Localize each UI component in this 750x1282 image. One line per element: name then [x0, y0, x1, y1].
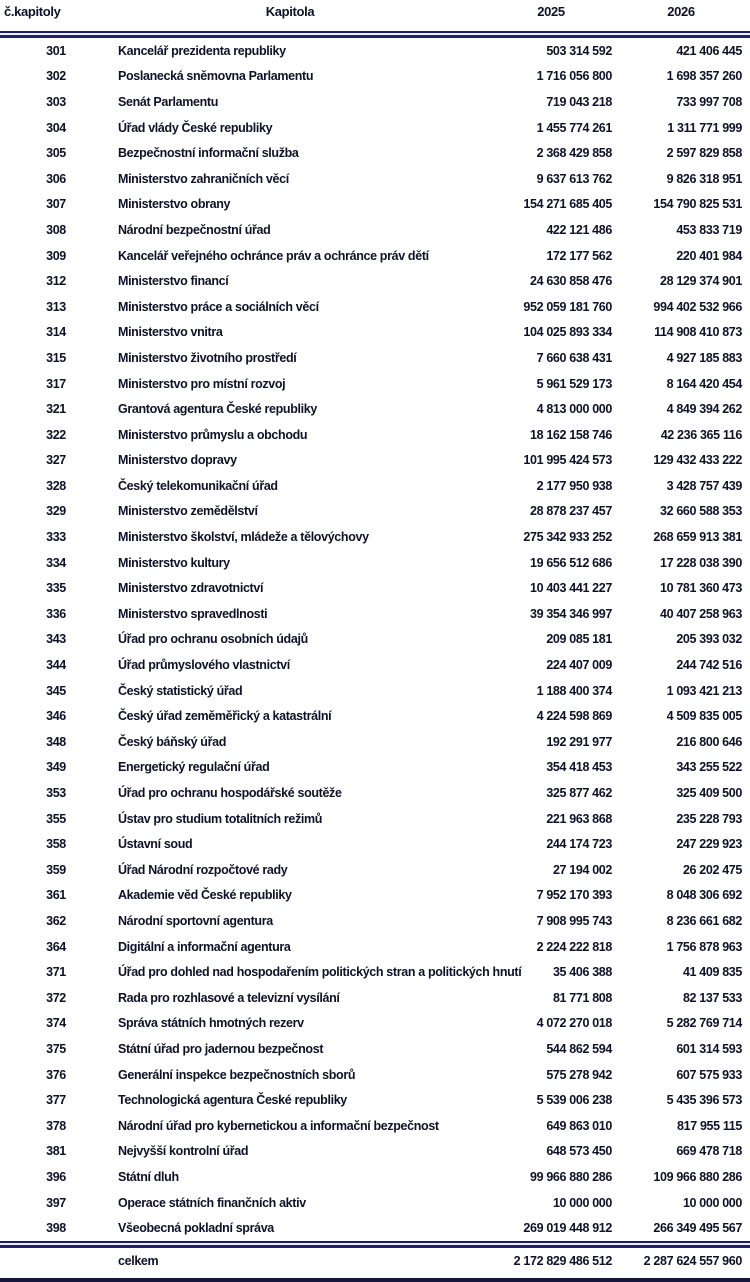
chapter-name-cell: Technologická agentura České republiky: [118, 1093, 347, 1108]
chapter-number-cell: 397: [46, 1195, 66, 1210]
value-2026-cell: 220 401 984: [676, 248, 742, 263]
chapter-name-cell: Ministerstvo kultury: [118, 555, 230, 570]
value-2025-cell: 422 121 486: [546, 222, 612, 237]
value-2026-cell: 26 202 475: [682, 862, 742, 877]
chapter-number-cell: 362: [46, 913, 66, 928]
chapter-name-cell: Ministerstvo práce a sociálních věcí: [118, 299, 319, 314]
table-row: [0, 550, 750, 576]
header-divider-row: [0, 31, 750, 38]
chapter-name-cell: Národní úřad pro kybernetickou a informační bezpečnost: [118, 1118, 439, 1133]
value-2026-cell: 109 966 880 286: [653, 1169, 742, 1184]
value-2025-cell: 39 354 346 997: [530, 606, 612, 621]
value-2026-cell: 4 927 185 883: [666, 350, 742, 365]
bottom-border-line: [0, 1278, 750, 1282]
table-row: [0, 703, 750, 729]
value-2025-cell: 719 043 218: [546, 94, 612, 109]
table-row: [0, 806, 750, 832]
value-2026-cell: 1 698 357 260: [666, 69, 742, 84]
chapter-number-cell: 333: [46, 530, 66, 545]
chapter-name-cell: Ministerstvo zemědělství: [118, 504, 258, 519]
value-2025-cell: 224 407 009: [546, 658, 612, 673]
chapter-number-cell: 348: [46, 734, 66, 749]
chapter-number-cell: 303: [46, 94, 66, 109]
chapter-number-cell: 361: [46, 888, 66, 903]
chapter-name-cell: Ministerstvo financí: [118, 274, 229, 289]
chapter-name-cell: Správa státních hmotných rezerv: [118, 1016, 304, 1031]
value-2025-cell: 172 177 562: [546, 248, 612, 263]
column-header-2025: 2025: [537, 4, 565, 19]
value-2026-cell: 733 997 708: [676, 94, 742, 109]
chapter-number-cell: 378: [46, 1118, 66, 1133]
value-2026-cell: 5 282 769 714: [666, 1016, 742, 1031]
value-2025-cell: 81 771 808: [552, 990, 612, 1005]
chapter-name-cell: Ministerstvo pro místní rozvoj: [118, 376, 286, 391]
table-row: [0, 678, 750, 704]
chapter-name-cell: Energetický regulační úřad: [118, 760, 270, 775]
value-2026-cell: 607 575 933: [676, 1067, 742, 1082]
value-2026-cell: 247 229 923: [676, 837, 742, 852]
table-row: [0, 524, 750, 550]
chapter-name-cell: Rada pro rozhlasové a televizní vysílání: [118, 990, 340, 1005]
value-2026-cell: 421 406 445: [676, 43, 742, 58]
value-2026-cell: 40 407 258 963: [660, 606, 742, 621]
value-2025-cell: 9 637 613 762: [536, 171, 612, 186]
value-2025-cell: 4 072 270 018: [536, 1016, 612, 1031]
chapter-number-cell: 301: [46, 43, 66, 58]
chapter-number-cell: 381: [46, 1144, 66, 1159]
chapter-name-cell: Akademie věd České republiky: [118, 888, 292, 903]
value-2026-cell: 235 228 793: [676, 811, 742, 826]
total-row: [0, 1248, 750, 1274]
chapter-name-cell: Ministerstvo dopravy: [118, 453, 237, 468]
chapter-number-cell: 343: [46, 632, 66, 647]
value-2026-cell: 216 800 646: [676, 734, 742, 749]
value-2025-cell: 2 224 222 818: [536, 939, 612, 954]
value-2026-cell: 325 409 500: [676, 786, 742, 801]
table-header-row: [0, 0, 750, 31]
chapter-number-cell: 329: [46, 504, 66, 519]
chapter-number-cell: 358: [46, 837, 66, 852]
chapter-number-cell: 376: [46, 1067, 66, 1082]
chapter-number-cell: 336: [46, 606, 66, 621]
chapter-name-cell: Digitální a informační agentura: [118, 939, 291, 954]
total-divider-line: [0, 1241, 750, 1248]
value-2025-cell: 209 085 181: [546, 632, 612, 647]
chapter-name-cell: Všeobecná pokladní správa: [118, 1221, 274, 1236]
chapter-number-cell: 315: [46, 350, 66, 365]
value-2026-cell: 1 093 421 213: [666, 683, 742, 698]
table-row: [0, 985, 750, 1011]
table-row: [0, 396, 750, 422]
chapter-name-cell: Ministerstvo zdravotnictví: [118, 581, 264, 596]
value-2025-cell: 2 368 429 858: [536, 146, 612, 161]
value-2026-cell: 154 790 825 531: [653, 197, 742, 212]
chapter-name-cell: Český báňský úřad: [118, 734, 226, 749]
value-2025-cell: 1 716 056 800: [536, 69, 612, 84]
table-row: [0, 908, 750, 934]
value-2025-cell: 325 877 462: [546, 786, 612, 801]
value-2026-cell: 42 236 365 116: [660, 427, 742, 442]
value-2025-cell: 192 291 977: [546, 734, 612, 749]
chapter-number-cell: 334: [46, 555, 66, 570]
table-row: [0, 217, 750, 243]
value-2025-cell: 2 177 950 938: [536, 478, 612, 493]
chapter-name-cell: Grantová agentura České republiky: [118, 402, 317, 417]
column-header-chapter-number: č.kapitoly: [4, 4, 61, 19]
chapter-number-cell: 307: [46, 197, 66, 212]
table-row: [0, 601, 750, 627]
table-row: [0, 422, 750, 448]
value-2025-cell: 19 656 512 686: [530, 555, 612, 570]
chapter-number-cell: 302: [46, 69, 66, 84]
value-2025-cell: 27 194 002: [552, 862, 612, 877]
table-body: [0, 38, 750, 1241]
chapter-number-cell: 328: [46, 478, 66, 493]
value-2025-cell: 244 174 723: [546, 837, 612, 852]
table-row: [0, 959, 750, 985]
chapter-name-cell: Nejvyšší kontrolní úřad: [118, 1144, 249, 1159]
table-row: [0, 140, 750, 166]
chapter-number-cell: 398: [46, 1221, 66, 1236]
chapter-number-cell: 346: [46, 709, 66, 724]
table-row: [0, 166, 750, 192]
table-row: [0, 1164, 750, 1190]
table-row: [0, 1062, 750, 1088]
chapter-name-cell: Ministerstvo zahraničních věcí: [118, 171, 289, 186]
value-2026-cell: 205 393 032: [676, 632, 742, 647]
table-row: [0, 192, 750, 218]
chapter-name-cell: Ministerstvo obrany: [118, 197, 231, 212]
chapter-number-cell: 321: [46, 402, 66, 417]
value-2026-cell: 4 849 394 262: [666, 402, 742, 417]
chapter-name-cell: Úřad Národní rozpočtové rady: [118, 862, 288, 877]
table-row: [0, 780, 750, 806]
value-2025-cell: 275 342 933 252: [523, 530, 612, 545]
value-2026-cell: 8 164 420 454: [666, 376, 742, 391]
table-row: [0, 1036, 750, 1062]
value-2026-cell: 1 311 771 999: [667, 120, 742, 135]
value-2025-cell: 269 019 448 912: [523, 1221, 612, 1236]
value-2026-cell: 3 428 757 439: [666, 478, 742, 493]
value-2025-cell: 1 455 774 261: [536, 120, 612, 135]
chapter-name-cell: Státní dluh: [118, 1169, 179, 1184]
value-2025-cell: 5 961 529 173: [536, 376, 612, 391]
table-row: [0, 243, 750, 269]
value-2026-cell: 17 228 038 390: [660, 555, 742, 570]
value-2026-cell: 8 048 306 692: [666, 888, 742, 903]
chapter-name-cell: Ústavní soud: [118, 837, 193, 852]
table-row: [0, 652, 750, 678]
value-2026-cell: 343 255 522: [676, 760, 742, 775]
chapter-name-cell: Ministerstvo spravedlnosti: [118, 606, 268, 621]
chapter-name-cell: Ministerstvo školství, mládeže a tělovýchovy: [118, 530, 369, 545]
chapter-number-cell: 312: [46, 274, 66, 289]
chapter-name-cell: Senát Parlamentu: [118, 94, 218, 109]
value-2026-cell: 32 660 588 353: [660, 504, 742, 519]
header-divider-line: [0, 31, 750, 38]
table-row: [0, 473, 750, 499]
total-divider-row: [0, 1241, 750, 1248]
value-2025-cell: 24 630 858 476: [530, 274, 612, 289]
total-label: celkem: [118, 1253, 159, 1268]
chapter-name-cell: Generální inspekce bezpečnostních sborů: [118, 1067, 356, 1082]
value-2025-cell: 154 271 685 405: [523, 197, 612, 212]
value-2025-cell: 7 660 638 431: [536, 350, 612, 365]
table-row: [0, 448, 750, 474]
value-2025-cell: 1 188 400 374: [536, 683, 612, 698]
chapter-number-cell: 364: [46, 939, 66, 954]
chapter-name-cell: Ministerstvo průmyslu a obchodu: [118, 427, 308, 442]
value-2026-cell: 453 833 719: [676, 222, 742, 237]
chapter-number-cell: 322: [46, 427, 66, 442]
table-row: [0, 115, 750, 141]
table-row: [0, 499, 750, 525]
chapter-name-cell: Úřad pro ochranu hospodářské soutěže: [118, 786, 342, 801]
chapter-name-cell: Ústav pro studium totalitních režimů: [118, 811, 323, 826]
chapter-number-cell: 396: [46, 1169, 66, 1184]
chapter-name-cell: Kancelář prezidenta republiky: [118, 43, 286, 58]
table-row: [0, 345, 750, 371]
table-row: [0, 64, 750, 90]
table-row: [0, 729, 750, 755]
value-2025-cell: 575 278 942: [546, 1067, 612, 1082]
total-empty-cell: [0, 1248, 90, 1274]
value-2025-cell: 104 025 893 334: [523, 325, 612, 340]
value-2026-cell: 5 435 396 573: [666, 1093, 742, 1108]
table-row: [0, 1190, 750, 1216]
table-row: [0, 755, 750, 781]
value-2026-cell: 669 478 718: [676, 1144, 742, 1159]
chapter-number-cell: 313: [46, 299, 66, 314]
value-2026-cell: 817 955 115: [677, 1118, 742, 1133]
chapter-number-cell: 314: [46, 325, 66, 340]
value-2025-cell: 99 966 880 286: [530, 1169, 612, 1184]
chapter-name-cell: Úřad vlády České republiky: [118, 120, 273, 135]
table-row: [0, 575, 750, 601]
table-row: [0, 1113, 750, 1139]
value-2026-cell: 1 756 878 963: [666, 939, 742, 954]
value-2026-cell: 9 826 318 951: [666, 171, 742, 186]
column-header-2026: 2026: [667, 4, 695, 19]
value-2026-cell: 268 659 913 381: [653, 530, 742, 545]
value-2026-cell: 114 908 410 873: [654, 325, 742, 340]
value-2025-cell: 101 995 424 573: [523, 453, 612, 468]
table-row: [0, 1011, 750, 1037]
value-2025-cell: 221 963 868: [546, 811, 612, 826]
table-row: [0, 831, 750, 857]
chapter-number-cell: 345: [46, 683, 66, 698]
chapter-number-cell: 353: [46, 786, 66, 801]
value-2026-cell: 41 409 835: [682, 965, 742, 980]
value-2025-cell: 10 403 441 227: [530, 581, 612, 596]
table-row: [0, 883, 750, 909]
chapter-name-cell: Ministerstvo životního prostředí: [118, 350, 297, 365]
value-2026-cell: 10 000 000: [682, 1195, 742, 1210]
table-row: [0, 294, 750, 320]
chapter-number-cell: 308: [46, 222, 66, 237]
value-2025-cell: 7 952 170 393: [536, 888, 612, 903]
value-2026-cell: 4 509 835 005: [666, 709, 742, 724]
value-2026-cell: 2 597 829 858: [666, 146, 742, 161]
chapter-name-cell: Kancelář veřejného ochránce práv a ochránce práv dětí: [118, 248, 429, 263]
chapter-name-cell: Úřad pro ochranu osobních údajů: [118, 632, 308, 647]
chapter-name-cell: Úřad průmyslového vlastnictví: [118, 658, 290, 673]
value-2025-cell: 952 059 181 760: [523, 299, 612, 314]
chapter-name-cell: Národní bezpečnostní úřad: [118, 222, 271, 237]
chapter-name-cell: Státní úřad pro jadernou bezpečnost: [118, 1041, 324, 1056]
table-row: [0, 89, 750, 115]
table-row: [0, 627, 750, 653]
chapter-number-cell: 371: [46, 965, 66, 980]
chapter-name-cell: Bezpečnostní informační služba: [118, 146, 299, 161]
chapter-name-cell: Operace státních finančních aktiv: [118, 1195, 306, 1210]
column-header-chapter-name: Kapitola: [265, 4, 315, 19]
chapter-name-cell: Český statistický úřad: [118, 683, 243, 698]
chapter-name-cell: Český telekomunikační úřad: [118, 478, 278, 493]
table-row: [0, 857, 750, 883]
total-value-2026: 2 287 624 557 960: [643, 1253, 742, 1268]
chapter-number-cell: 372: [46, 990, 66, 1005]
value-2026-cell: 244 742 516: [676, 658, 742, 673]
value-2026-cell: 601 314 593: [676, 1041, 742, 1056]
chapter-number-cell: 317: [46, 376, 66, 391]
value-2026-cell: 994 402 532 966: [653, 299, 742, 314]
table-row: [0, 268, 750, 294]
table-row: [0, 934, 750, 960]
value-2026-cell: 82 137 533: [682, 990, 742, 1005]
value-2025-cell: 5 539 006 238: [536, 1093, 612, 1108]
table-row: [0, 1215, 750, 1241]
value-2026-cell: 28 129 374 901: [660, 274, 742, 289]
value-2025-cell: 35 406 388: [552, 965, 612, 980]
chapter-number-cell: 306: [46, 171, 66, 186]
table-row: [0, 320, 750, 346]
value-2025-cell: 4 813 000 000: [536, 402, 612, 417]
table-row: [0, 1087, 750, 1113]
chapter-name-cell: Poslanecká sněmovna Parlamentu: [118, 69, 314, 84]
value-2026-cell: 266 349 495 567: [653, 1221, 742, 1236]
value-2025-cell: 7 908 995 743: [536, 913, 612, 928]
value-2025-cell: 544 862 594: [546, 1041, 612, 1056]
total-value-2025: 2 172 829 486 512: [513, 1253, 612, 1268]
chapter-name-cell: Úřad pro dohled nad hospodařením politických stran a politických hnutí: [118, 965, 522, 980]
value-2025-cell: 18 162 158 746: [530, 427, 612, 442]
value-2025-cell: 28 878 237 457: [530, 504, 612, 519]
chapter-number-cell: 304: [46, 120, 66, 135]
chapter-number-cell: 327: [46, 453, 66, 468]
chapter-number-cell: 344: [46, 658, 66, 673]
table-row: [0, 1139, 750, 1165]
value-2025-cell: 354 418 453: [546, 760, 612, 775]
chapter-number-cell: 335: [46, 581, 66, 596]
chapter-number-cell: 349: [46, 760, 66, 775]
value-2025-cell: 503 314 592: [546, 43, 612, 58]
value-2025-cell: 649 863 010: [546, 1118, 612, 1133]
value-2026-cell: 8 236 661 682: [666, 913, 742, 928]
chapter-number-cell: 374: [46, 1016, 66, 1031]
value-2025-cell: 10 000 000: [552, 1195, 612, 1210]
chapter-number-cell: 355: [46, 811, 66, 826]
chapter-number-cell: 305: [46, 146, 66, 161]
value-2025-cell: 648 573 450: [546, 1144, 612, 1159]
table-row: [0, 38, 750, 64]
chapter-number-cell: 375: [46, 1041, 66, 1056]
chapter-name-cell: Národní sportovní agentura: [118, 913, 273, 928]
chapter-number-cell: 359: [46, 862, 66, 877]
value-2025-cell: 4 224 598 869: [536, 709, 612, 724]
chapter-number-cell: 309: [46, 248, 66, 263]
chapter-number-cell: 377: [46, 1093, 66, 1108]
value-2026-cell: 129 432 433 222: [653, 453, 742, 468]
value-2026-cell: 10 781 360 473: [660, 581, 742, 596]
table-row: [0, 371, 750, 397]
chapter-name-cell: Ministerstvo vnitra: [118, 325, 223, 340]
chapter-name-cell: Český úřad zeměměřický a katastrální: [118, 709, 332, 724]
